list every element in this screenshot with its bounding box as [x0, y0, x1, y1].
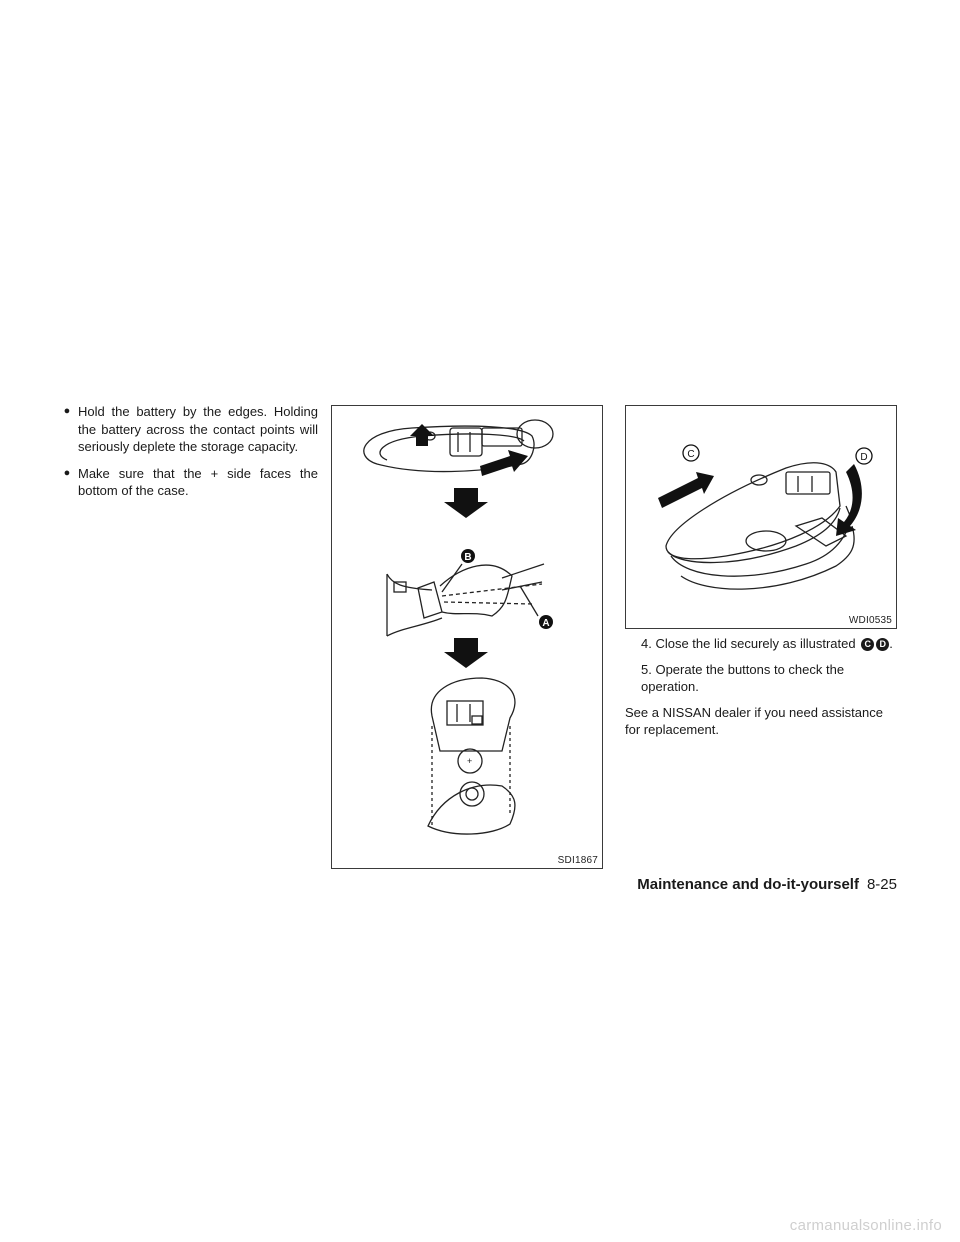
battery-removal-figure: [331, 405, 603, 869]
bullet-text: Make sure that the + side faces the bottom of the case.: [78, 465, 318, 498]
close-lid-illustration: [626, 406, 896, 628]
bullet-text: Hold the battery by the edges. Holding the battery across the contact points will seriously deplete the storage capacity.: [78, 404, 318, 454]
bullet-item: [60, 403, 318, 456]
page-footer: [637, 876, 897, 893]
callout-a: A: [542, 618, 550, 629]
left-column: [60, 403, 318, 509]
figure-code: WDI0535: [848, 615, 892, 626]
callout-c-ref: C: [861, 638, 874, 651]
watermark[interactable]: carmanualsonline.info: [789, 1217, 942, 1234]
bullet-item: [60, 465, 318, 500]
callout-d-ref: D: [876, 638, 889, 651]
svg-text:+: +: [467, 756, 473, 766]
battery-removal-illustration: [332, 406, 602, 868]
bullet-dot: ●: [63, 466, 71, 479]
right-column: [625, 635, 897, 739]
section-title: Maintenance and do-it-yourself: [637, 876, 859, 893]
bullet-dot: ●: [63, 405, 71, 417]
callout-b: B: [464, 552, 472, 563]
callout-c: C: [687, 449, 695, 460]
dealer-note: See a NISSAN dealer if you need assistance for replacement.: [625, 704, 883, 737]
close-lid-figure: [625, 405, 897, 629]
step-4-end: .: [889, 636, 893, 651]
figure-code: SDI1867: [557, 855, 598, 866]
callout-d: D: [860, 452, 868, 463]
step-4-text: 4. Close the lid securely as illustrated: [641, 636, 856, 651]
step-5: [625, 661, 897, 696]
step-5-text: 5. Operate the buttons to check the operation.: [641, 661, 845, 694]
page-number: 8-25: [866, 876, 897, 893]
step-4: [625, 635, 897, 653]
